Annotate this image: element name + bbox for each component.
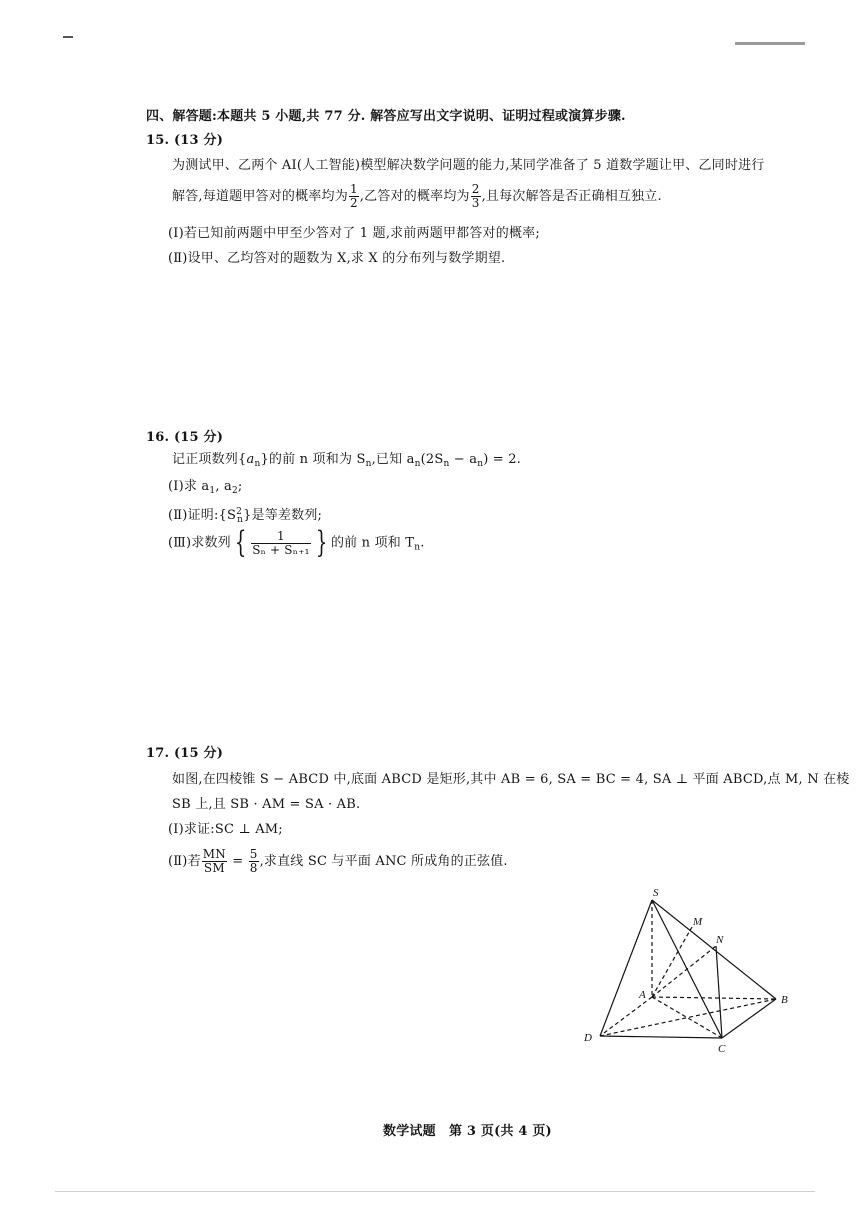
segment-AM <box>652 927 692 997</box>
q16-sub-4: n <box>443 459 450 469</box>
q16-sub-2: n <box>365 459 372 469</box>
q15-fraction-2-num: 2 <box>471 182 480 196</box>
q16-var-a: a <box>246 452 255 467</box>
q17-fraction-1 <box>202 848 227 875</box>
q17-part1: (Ⅰ)求证:SC ⊥ AM; <box>168 822 283 837</box>
page-footer: 数学试题 第 3 页(共 4 页) <box>383 1124 552 1139</box>
q16-sub-5: n <box>477 459 484 469</box>
edge-AB <box>652 997 776 999</box>
q15-line1: 为测试甲、乙两个 AI(人工智能)模型解决数学问题的能力,某同学准备了 5 道数学题让甲、乙同时进行 <box>172 158 765 173</box>
q15-line2 <box>172 183 662 210</box>
q16-part1-sub1: 1 <box>209 486 216 496</box>
label-D: D <box>584 1032 592 1044</box>
q15-fraction-1-den: 2 <box>349 196 358 210</box>
q17-line2: SB 上,且 SB · AM = SA · AB. <box>172 797 361 812</box>
q17-part2: (Ⅱ)若 $\frac{MN}{SM}$ = $\frac{5}{8}$ ,求直线 SC 与平面 ANC 所成角的正弦值. <box>168 847 508 875</box>
q16-part2-b: }是等差数列; <box>243 508 323 523</box>
label-B: B <box>781 994 788 1006</box>
q15-fraction-2 <box>471 183 481 210</box>
edge-SD <box>600 900 652 1036</box>
q16-sub-1: n <box>254 459 261 469</box>
label-S: S <box>653 887 659 899</box>
q15-fraction-1 <box>349 183 359 210</box>
q16-sub-3: n <box>414 459 421 469</box>
q16-line1 <box>172 451 521 473</box>
scan-mark-top-left <box>63 36 73 38</box>
scan-mark-top-right <box>735 42 805 45</box>
q16-part3-sub: n <box>414 542 421 553</box>
q16-part1 <box>168 478 242 500</box>
q16-line1-f: ) = 2. <box>483 452 522 467</box>
q16-line1-d: (2S <box>420 452 444 467</box>
q15-number: 15. (13 分) <box>146 133 224 148</box>
q16-part3 <box>168 525 425 560</box>
q16-fraction-num: 1 <box>251 530 310 544</box>
q16-number: 16. (15 分) <box>146 430 224 445</box>
section-header: 四、解答题:本题共 5 小题,共 77 分. 解答应写出文字说明、证明过程或演算步骤. <box>146 109 626 124</box>
q15-part1: (Ⅰ)若已知前两题中甲至少答对了 1 题,求前两题甲都答对的概率; <box>168 226 540 241</box>
q16-line1-a: 记正项数列{ <box>172 452 247 467</box>
q16-part1-c: ; <box>237 479 243 494</box>
label-M: M <box>693 916 703 928</box>
q15-fraction-1-num: 1 <box>349 182 358 196</box>
left-brace: { <box>234 525 247 560</box>
q17-part2-b: ,求直线 SC 与平面 ANC 所成角的正弦值. <box>259 854 508 869</box>
label-C: C <box>718 1043 726 1055</box>
q16-part3-b: 的前 n 项和 T <box>330 535 415 551</box>
q16-part2-sup: 2 <box>236 507 243 517</box>
q17-fraction-1-num: MN <box>202 847 226 861</box>
q17-fraction-2-den: 8 <box>249 861 258 875</box>
q16-part1-a: (Ⅰ)求 a <box>168 479 210 494</box>
label-A: A <box>639 989 646 1001</box>
q15-line2-c: ,且每次解答是否正确相互独立. <box>481 189 662 204</box>
q17-fraction-1-den: SM <box>203 861 225 875</box>
q17-number: 17. (15 分) <box>146 746 224 761</box>
edge-DC <box>600 1036 722 1038</box>
q16-fraction-den: Sₙ + Sₙ₊₁ <box>252 542 310 557</box>
q16-part1-b: , a <box>215 479 232 494</box>
q16-part1-sub2: 2 <box>231 486 238 496</box>
segment-AN <box>652 946 716 997</box>
q15-line2-a: 解答,每道题甲答对的概率均为 <box>172 189 348 204</box>
q16-part3-c: . <box>420 535 425 551</box>
q16-fraction <box>251 530 310 557</box>
q16-line1-b: }的前 n 项和为 S <box>260 452 366 467</box>
q15-fraction-2-den: 3 <box>471 196 480 210</box>
bottom-rule <box>55 1191 815 1192</box>
q16-part3-a: (Ⅲ)求数列 <box>168 535 231 551</box>
edge-SB <box>652 900 776 999</box>
pyramid-figure <box>575 885 805 1060</box>
q16-part2-sub: n <box>237 515 244 525</box>
q17-part2-a: (Ⅱ)若 <box>168 854 201 869</box>
q16-line1-e: − a <box>449 452 478 467</box>
q16-line1-c: ,已知 a <box>371 452 415 467</box>
q17-line1: 如图,在四棱锥 S − ABCD 中,底面 ABCD 是矩形,其中 AB = 6, SA = BC = 4, SA ⊥ 平面 ABCD,点 M, N 在棱 <box>172 772 850 787</box>
q15-line2-b: ,乙答对的概率均为 <box>359 189 470 204</box>
edge-CB <box>722 999 776 1038</box>
segment-NC <box>716 946 722 1038</box>
q17-fraction-2-num: 5 <box>249 847 258 861</box>
q17-fraction-2 <box>249 848 259 875</box>
q16-part2-a: (Ⅱ)证明:{S <box>168 508 237 523</box>
q15-part2: (Ⅱ)设甲、乙均答对的题数为 X,求 X 的分布列与数学期望. <box>168 251 506 266</box>
label-N: N <box>716 934 724 946</box>
right-brace: } <box>315 525 328 560</box>
